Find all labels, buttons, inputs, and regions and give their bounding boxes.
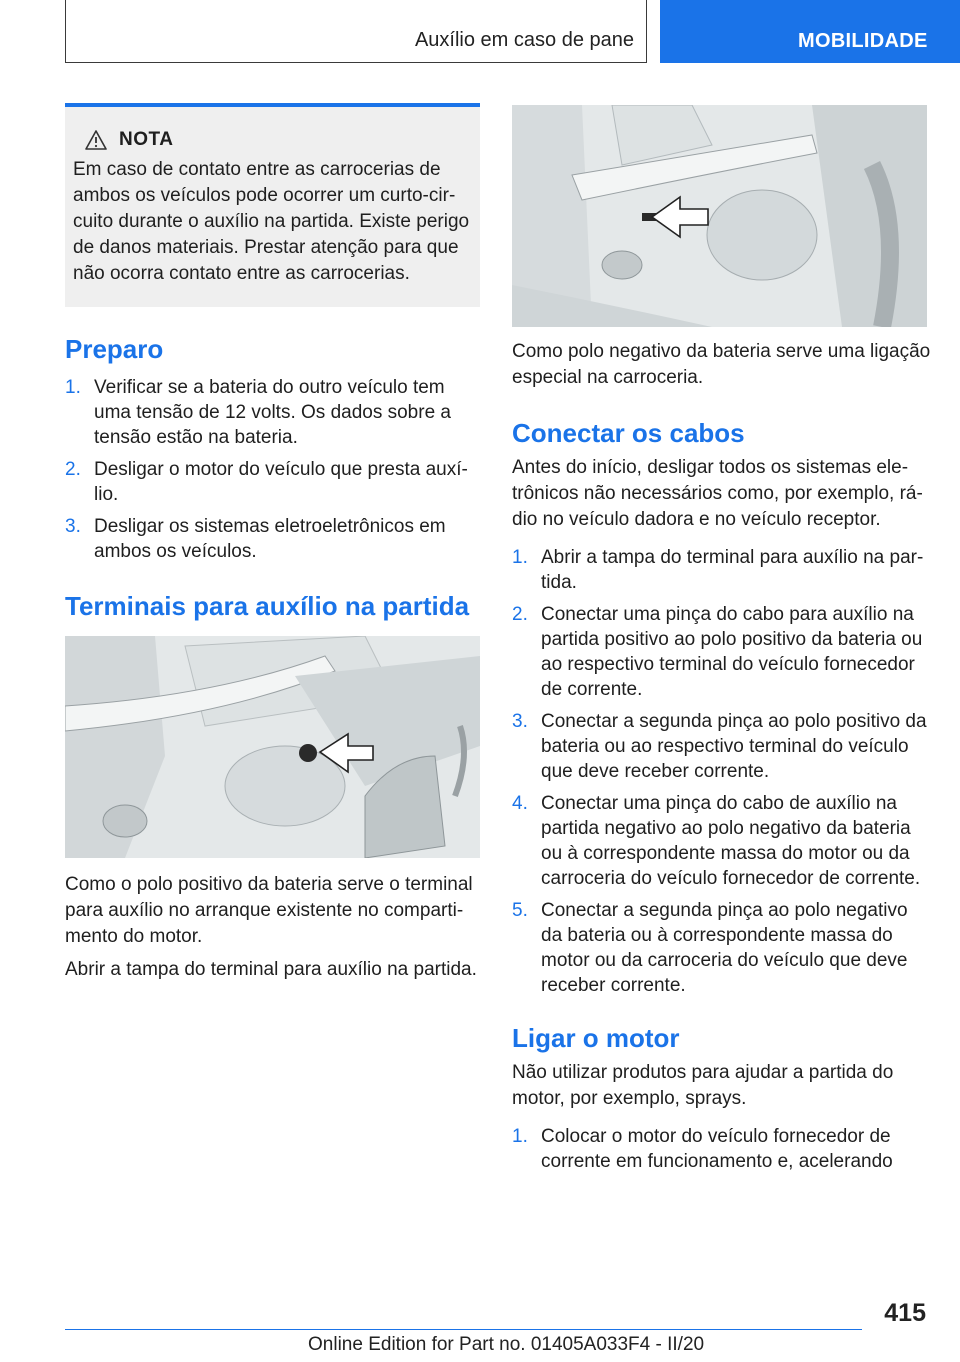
step-text: Desligar os sistemas eletroeletrônicos em ambos os veículos. (94, 516, 446, 562)
footer-divider (65, 1329, 862, 1330)
note-title: NOTA (119, 129, 174, 150)
preparo-steps (65, 375, 480, 564)
conectar-step-1 (512, 545, 932, 595)
step-number: 4. (512, 793, 528, 814)
header-chapter-title: MOBILIDADE (798, 30, 928, 52)
step-number: 3. (512, 711, 528, 732)
header-chapter-tab (660, 0, 960, 63)
step-text: Conectar uma pinça do cabo para auxílio na partida positivo ao polo positivo da bateria ou ao respectivo terminal do veículo fornecedor de corrente. (541, 604, 923, 700)
terminais-caption-2: Abrir a tampa do terminal para auxílio na partida. (65, 959, 477, 980)
step-text: Conectar a segunda pinça ao polo negativo da bateria ou à correspondente massa do motor ou da carroceria do veículo que deve receber corrente. (541, 900, 908, 996)
step-text: Abrir a tampa do terminal para auxílio na partida. (541, 547, 924, 593)
preparo-step-2 (65, 457, 480, 507)
step-number: 1. (512, 547, 528, 568)
step-number: 1. (512, 1126, 528, 1147)
right-column (512, 105, 932, 1181)
engine-bay-negative-terminal-image (512, 105, 927, 327)
conectar-intro: Antes do início, desligar todos os sistemas eletrônicos não necessários como, por exemplo, rádio no veículo dadora e no veículo receptor. (512, 457, 923, 530)
engine-bay-positive-terminal-image (65, 636, 480, 858)
step-text: Desligar o motor do veículo que presta auxílio. (94, 459, 468, 505)
heading-conectar: Conectar os cabos (512, 418, 745, 448)
step-number: 5. (512, 900, 528, 921)
footer-edition: Online Edition for Part no. 01405A033F4 - II/20 (308, 1334, 705, 1355)
header-section-box (65, 0, 647, 63)
ligar-steps (512, 1124, 932, 1174)
step-text: Colocar o motor do veículo fornecedor de corrente em funcionamento e, acelerando (541, 1126, 893, 1172)
terminais-caption-1: Como o polo positivo da bateria serve o terminal para auxílio no arranque existente no compartimento do motor. (65, 874, 473, 947)
right-figure-caption: Como polo negativo da bateria serve uma ligação especial na carroceria. (512, 341, 931, 388)
note-body: Em caso de contato entre as carrocerias de ambos os veículos pode ocorrer um curto-circuito durante o auxílio na partida. Existe perigo de danos materiais. Prestar atenção para que não ocorra contato entre as carrocerias. (73, 159, 470, 284)
step-text: Conectar a segunda pinça ao polo positivo da bateria ou ao respectivo terminal do veículo que deve receber corrente. (541, 711, 927, 782)
page-number: 415 (884, 1299, 926, 1327)
conectar-step-3 (512, 709, 932, 784)
heading-ligar: Ligar o motor (512, 1023, 680, 1053)
ligar-step-1 (512, 1124, 932, 1174)
step-number: 3. (65, 516, 81, 537)
heading-terminais: Terminais para auxílio na partida (65, 591, 470, 621)
step-number: 2. (512, 604, 528, 625)
step-text: Conectar uma pinça do cabo de auxílio na partida negativo ao polo negativo da bateria ou à correspondente massa do motor ou da carroceria do veículo fornecedor de corrente. (541, 793, 921, 889)
ligar-intro: Não utilizar produtos para ajudar a partida do motor, por exemplo, sprays. (512, 1062, 894, 1109)
note-title-row (85, 129, 470, 151)
preparo-step-3 (65, 514, 480, 564)
conectar-step-4 (512, 791, 932, 891)
preparo-step-1 (65, 375, 480, 450)
conectar-steps (512, 545, 932, 998)
heading-preparo: Preparo (65, 334, 164, 364)
conectar-step-5 (512, 898, 932, 998)
left-column (65, 103, 480, 983)
step-number: 2. (65, 459, 81, 480)
warning-icon (85, 130, 107, 150)
conectar-step-2 (512, 602, 932, 702)
header-section-title: Auxílio em caso de pane (414, 29, 634, 51)
step-number: 1. (65, 377, 81, 398)
note-box (65, 103, 480, 307)
step-text: Verificar se a bateria do outro veículo tem uma tensão de 12 volts. Os dados sobre a tensão estão na bateria. (94, 377, 451, 448)
